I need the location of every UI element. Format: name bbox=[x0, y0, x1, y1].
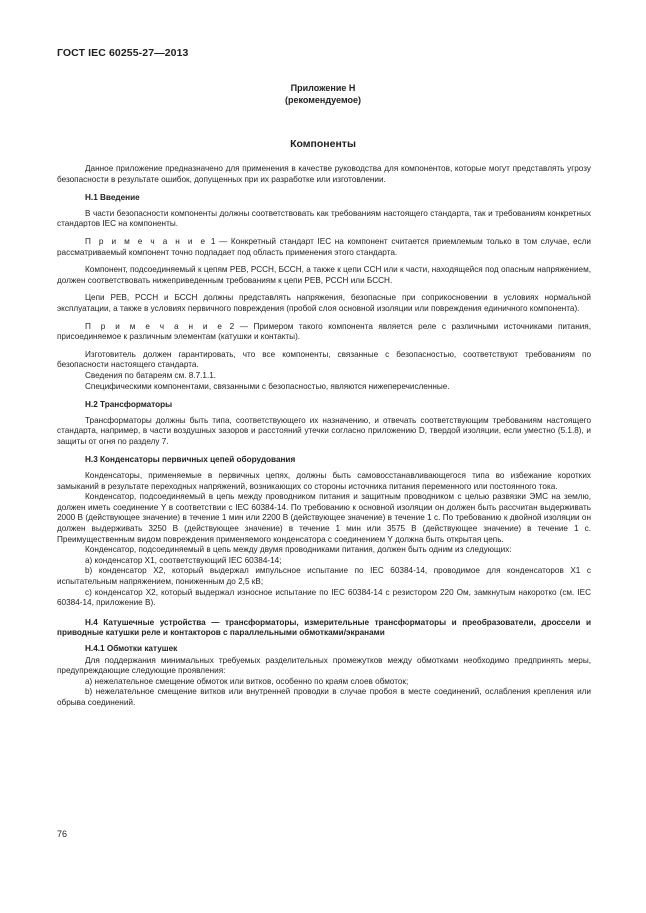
h1-paragraph-3: Цепи РЕВ, РССН и БССН должны представлять напряжения, безопасные при соприкосновении в условиях нормальной эксплуатации, а также в условиях первичного повреждения (пробой слоя основной изоляции или повреждения единичного компонента). bbox=[57, 293, 591, 313]
h1-paragraph-1: В части безопасности компоненты должны соответствовать как требованиям настоящего стандарта, так и требованиям конкретных стандартов IEC на компоненты. bbox=[57, 208, 591, 229]
h3-paragraph-2: Конденсатор, подсоединяемый в цепь между проводником питания и защитным проводником с целью развязки ЭМС на землю, должен иметь соединение Y в соответствии с IEC 60384-14. По требованию к основной изоляции он должен быть рассчитан выдерживать 2000 В (действующее значение) в течение 1 мин или 2200 В (действующее значение) в течение 1 с. По требованию к двойной изоляции он должен выдерживать 3250 В (действующее значение) в течение 1 мин или 3575 В (действующее значение) в течение 1 с. Преимущественным видом повреждения применяемого конденсатора с соединением Y должна быть открытая цепь. bbox=[57, 492, 591, 544]
note-2-label: П р и м е ч а н и е bbox=[85, 321, 225, 331]
note-1-text: 1 — Конкретный стандарт IEC на компонент считается приемлемым только в том случае, если рассматриваемый компонент точно подпадает под область применения этого стандарта. bbox=[57, 236, 592, 257]
h1-paragraph-2: Компонент, подсоединяемый к цепям РЕВ, РССН, БССН, а также к цепи ССН или к части, находящейся под опасным напряжением, должен соответствовать нижеприведенным требованиям к цепи РЕВ, РССН или БССН. bbox=[57, 265, 591, 285]
heading-h4-1: Н.4.1 Обмотки катушек bbox=[85, 643, 178, 653]
note-1-label: П р и м е ч а н и е bbox=[85, 236, 208, 246]
h4-paragraph-1: Для поддержания минимальных требуемых разделительных промежутков между обмотками необходимо предпринять меры, предупреждающие следующие проявления: bbox=[57, 655, 591, 676]
section-title: Компоненты bbox=[290, 138, 356, 150]
h1-paragraph-6: Специфическими компонентами, связанными с безопасностью, являются нижеперечисленные. bbox=[85, 381, 450, 391]
heading-h4: Н.4 Катушечные устройства — трансформаторы, измерительные трансформаторы и преобразователи, дроссели и приводные катушки реле и контакторов с параллельными обмотками/экранами bbox=[57, 617, 591, 638]
h3-paragraph-3: Конденсатор, подсоединяемый в цепь между двумя проводниками питания, должен быть одним из следующих: bbox=[85, 545, 512, 555]
appendix-title: Приложение Н bbox=[290, 83, 356, 93]
h2-paragraph-1: Трансформаторы должны быть типа, соответствующего их назначению, и отвечать соответствующим требованиям настоящего стандарта, например, в части воздушных зазоров и расстояний утечки согласно приложению D, твердой изоляции, если уместно (5.1.8), и защиты от огня по разделу 7. bbox=[57, 415, 591, 446]
heading-h1: Н.1 Введение bbox=[85, 193, 140, 203]
appendix-subtitle: (рекомендуемое) bbox=[285, 95, 361, 105]
h1-paragraph-4: Изготовитель должен гарантировать, что все компоненты, связанные с безопасностью, соответствуют требованиям по безопасности настоящего стандарта. bbox=[57, 349, 591, 370]
intro-paragraph: Данное приложение предназначено для применения в качестве руководства для компонентов, которые могут представлять угрозу безопасности в результате ошибок, допущенных при их разработке или изготовлении. bbox=[57, 164, 591, 184]
note-2-text: 2 — Примером такого компонента является реле с различными источниками питания, присоединяемое к различным элементам (катушки и контакты). bbox=[57, 321, 592, 342]
page-number: 76 bbox=[57, 829, 68, 839]
heading-h3: Н.3 Конденсаторы первичных цепей оборудования bbox=[85, 455, 296, 465]
h3-list-item: а) конденсатор Х1, соответствующий IEC 60384-14; bbox=[85, 555, 282, 565]
document-body bbox=[57, 164, 591, 709]
h3-list-item: c) конденсатор Х2, который выдержал износное испытание по IEC 60384-14 с резистором 220 Ом, замкнутым накоротко (см. IEC 60384-14, приложение В). bbox=[57, 587, 591, 608]
heading-h2: Н.2 Трансформаторы bbox=[85, 400, 173, 410]
document-header: ГОСТ IEC 60255-27—2013 bbox=[57, 47, 189, 59]
appendix-heading bbox=[0, 82, 646, 106]
h4-list-item: а) нежелательное смещение обмоток или витков, особенно по краям слоев обмоток; bbox=[85, 676, 409, 686]
h3-paragraph-1: Конденсаторы, применяемые в первичных цепях, должны быть самовосстанавливающегося типа во избежание коротких замыканий в результате переходных напряжений, возникающих со стороны источника питания переменного или постоянного тока. bbox=[57, 471, 591, 491]
h1-paragraph-5: Сведения по батареям см. 8.7.1.1. bbox=[85, 370, 217, 380]
h1-note-1 bbox=[57, 237, 591, 258]
h3-list-item: b) конденсатор Х2, который выдержал импульсное испытание по IEC 60384-14, проводимое для конденсаторов Х1 с испытательным напряжением, пониженным до 2,5 кВ; bbox=[57, 566, 591, 586]
h1-note-2 bbox=[57, 322, 591, 343]
h4-list-item: b) нежелательное смещение витков или внутренней проводки в случае пробоя в месте соединений, ослабления крепления или обрыва соединений. bbox=[57, 687, 591, 707]
